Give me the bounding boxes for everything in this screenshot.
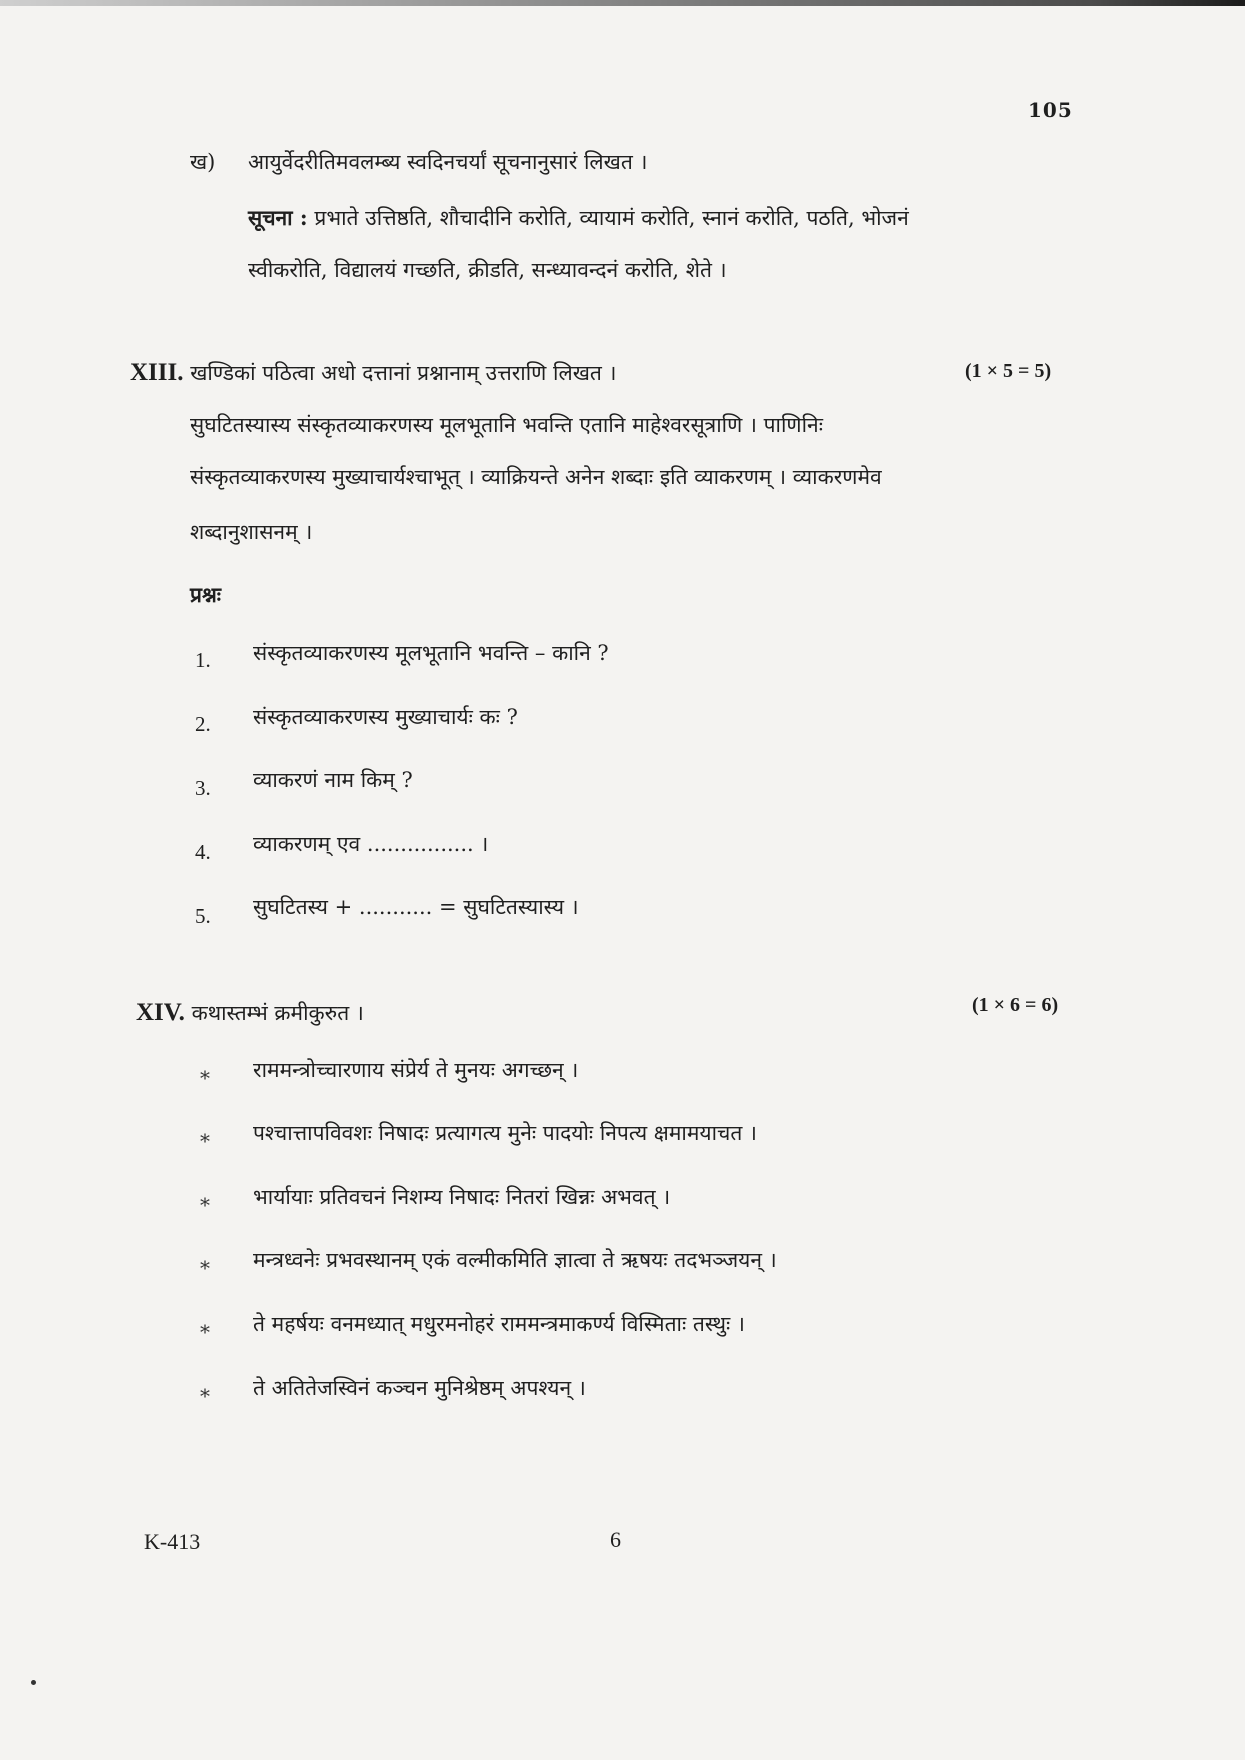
- story-item: पश्चात्तापविवशः निषादः प्रत्यागत्य मुनेः पादयोः निपत्य क्षमामयाचत ।: [253, 1121, 757, 1145]
- question-text: संस्कृतव्याकरणस्य मुख्याचार्यः कः ?: [253, 705, 518, 729]
- passage-line-1: सुघटितस्यास्य संस्कृतव्याकरणस्य मूलभूतानि भवन्ति एतानि माहेश्वरसूत्राणि । पाणिनिः: [190, 413, 823, 437]
- scan-top-edge: [0, 0, 1245, 6]
- section-xiii-title: खण्डिकां पठित्वा अधो दत्तानां प्रश्नानाम् उत्तराणि लिखत ।: [190, 361, 617, 385]
- section-xiv-title: कथास्तम्भं क्रमीकुरुत ।: [191, 1001, 364, 1025]
- question-number: 3.: [195, 776, 211, 800]
- question-text: व्याकरणं नाम किम् ?: [253, 768, 413, 792]
- note-label: सूचना :: [248, 205, 308, 230]
- section-kha-label: ख): [190, 150, 216, 174]
- section-xiii-marks: (1 × 5 = 5): [965, 360, 1052, 382]
- story-item: मन्त्रध्वनेः प्रभवस्थानम् एकं वल्मीकमिति ज्ञात्वा ते ऋषयः तदभञ्जयन् ।: [253, 1248, 777, 1272]
- bullet-star-icon: *: [200, 1129, 210, 1153]
- question-text: व्याकरणम् एव ................ ।: [253, 832, 489, 856]
- question-text: संस्कृतव्याकरणस्य मूलभूतानि भवन्ति – कानि ?: [253, 641, 609, 665]
- footer-page-number: 6: [610, 1527, 621, 1552]
- section-xiii-heading: [130, 358, 617, 388]
- section-xiii-roman: XIII.: [130, 359, 184, 386]
- bullet-star-icon: *: [200, 1256, 210, 1280]
- story-item: ते अतितेजस्विनं कञ्चन मुनिश्रेष्ठम् अपश्यन् ।: [253, 1376, 586, 1400]
- section-kha-note-line2: स्वीकरोति, विद्यालयं गच्छति, क्रीडति, सन्ध्यावन्दनं करोति, शेते ।: [248, 258, 727, 282]
- section-kha-note-line1: [248, 205, 909, 231]
- bullet-star-icon: *: [200, 1320, 210, 1344]
- footer-code: K-413: [144, 1529, 201, 1554]
- bullet-star-icon: *: [200, 1384, 210, 1408]
- passage-line-3: शब्दानुशासनम् ।: [190, 520, 313, 544]
- section-xiv-roman: XIV.: [136, 999, 185, 1026]
- section-xiv-heading: [136, 998, 364, 1028]
- scan-speck: [31, 1680, 36, 1685]
- question-number: 1.: [195, 648, 211, 672]
- note-text-line1: प्रभाते उत्तिष्ठति, शौचादीनि करोति, व्यायामं करोति, स्नानं करोति, पठति, भोजनं: [314, 206, 909, 230]
- passage-line-2: संस्कृतव्याकरणस्य मुख्याचार्यश्चाभूत् । व्याक्रियन्ते अनेन शब्दाः इति व्याकरणम् । व्याकरणमेव: [190, 465, 882, 489]
- story-item: भार्यायाः प्रतिवचनं निशम्य निषादः नितरां खिन्नः अभवत् ।: [253, 1185, 671, 1209]
- question-text: सुघटितस्य + ........... = सुघटितस्यास्य ।: [253, 895, 579, 919]
- section-xiv-marks: (1 × 6 = 6): [972, 994, 1059, 1016]
- top-page-number: 105: [1028, 98, 1073, 122]
- questions-label: प्रश्नः: [190, 582, 222, 607]
- story-item: ते महर्षयः वनमध्यात् मधुरमनोहरं राममन्त्रमाकर्ण्य विस्मिताः तस्थुः ।: [253, 1312, 745, 1336]
- question-number: 4.: [195, 840, 211, 864]
- section-kha-instruction: आयुर्वेदरीतिमवलम्ब्य स्वदिनचर्यां सूचनानुसारं लिखत ।: [248, 150, 648, 174]
- question-number: 2.: [195, 712, 211, 736]
- bullet-star-icon: *: [200, 1066, 210, 1090]
- story-item: राममन्त्रोच्चारणाय संप्रेर्य ते मुनयः अगच्छन् ।: [253, 1058, 579, 1082]
- question-number: 5.: [195, 904, 211, 928]
- bullet-star-icon: *: [200, 1193, 210, 1217]
